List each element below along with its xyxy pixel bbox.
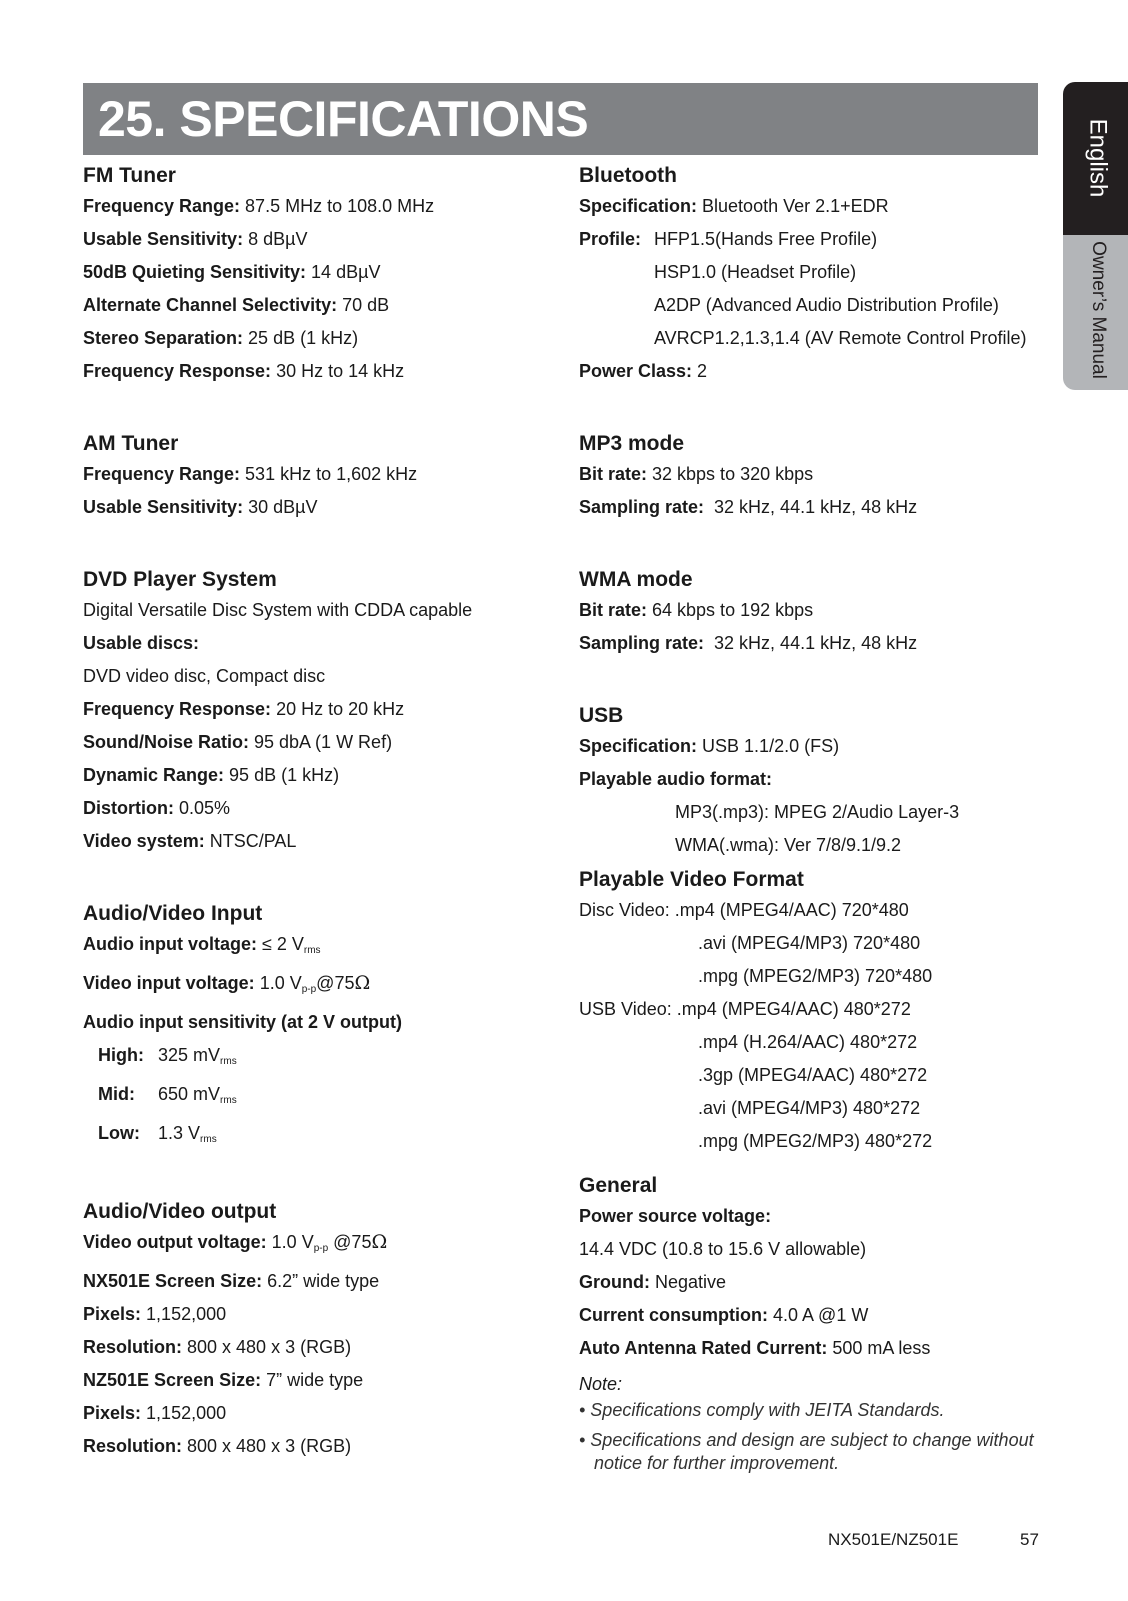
spec-row: Sampling rate: 32 kHz, 44.1 kHz, 48 kHz	[579, 633, 918, 653]
spec-row: Pixels: 1,152,000	[83, 1403, 227, 1423]
footer-model: NX501E/NZ501E	[828, 1530, 959, 1549]
spec-row: Bit rate: 32 kbps to 320 kbps	[579, 464, 814, 484]
wma-section	[579, 566, 1059, 660]
av-input-section	[83, 900, 553, 1156]
section-title: DVD Player System	[83, 568, 277, 591]
av-output-section	[83, 1198, 553, 1463]
spec-value: .3gp (MPEG4/AAC) 480*272	[698, 1065, 928, 1085]
section-title: Bluetooth	[579, 164, 677, 187]
spec-value: .mpg (MPEG2/MP3) 480*272	[698, 1131, 933, 1151]
spec-row: 50dB Quieting Sensitivity: 14 dBµV	[83, 262, 381, 282]
page-number: 57	[1020, 1530, 1039, 1549]
spec-value: HSP1.0 (Headset Profile)	[654, 262, 857, 282]
fm-tuner-section	[83, 162, 553, 388]
spec-row: Frequency Range: 87.5 MHz to 108.0 MHz	[83, 196, 435, 216]
level-row: Mid: 650 $mV_{rms}$	[98, 1084, 237, 1106]
note-item: • Specifications and design are subject to change without notice for further improvement.	[579, 1430, 1034, 1473]
spec-desc: Digital Versatile Disc System with CDDA capable	[83, 600, 473, 620]
dvd-section	[83, 566, 553, 858]
spec-row: Frequency Range: 531 kHz to 1,602 kHz	[83, 464, 418, 484]
ohm-symbol: Ω	[371, 1231, 388, 1253]
spec-value: MP3(.mp3): MPEG 2/Audio Layer-3	[675, 802, 960, 822]
spec-row: Specification: Bluetooth Ver 2.1+EDR	[579, 196, 889, 216]
spec-row: Usable Sensitivity: 8 dBµV	[83, 229, 308, 249]
spec-row: Video system: NTSC/PAL	[83, 831, 297, 851]
spec-value: .avi (MPEG4/MP3) 480*272	[698, 1098, 921, 1118]
title-bar	[83, 83, 1038, 155]
right-column	[579, 162, 1059, 1482]
spec-row: Current consumption: 4.0 A @1 W	[579, 1305, 869, 1325]
section-title: FM Tuner	[83, 164, 176, 187]
section-title: MP3 mode	[579, 432, 685, 455]
language-tab	[1063, 82, 1128, 235]
ohm-symbol: Ω	[354, 972, 371, 994]
note-title: Note:	[579, 1374, 623, 1394]
spec-row: Auto Antenna Rated Current: 500 mA less	[579, 1338, 931, 1358]
page-title: 25. SPECIFICATIONS	[98, 91, 589, 147]
spec-value: .mpg (MPEG2/MP3) 720*480	[698, 966, 933, 986]
spec-row: Usable Sensitivity: 30 dBµV	[83, 497, 318, 517]
spec-row: Sampling rate: 32 kHz, 44.1 kHz, 48 kHz	[579, 497, 918, 517]
spec-row: Alternate Channel Selectivity: 70 dB	[83, 295, 390, 315]
bluetooth-section	[579, 162, 1059, 388]
spec-row: NX501E Screen Size: 6.2” wide type	[83, 1271, 380, 1291]
manual-tab	[1063, 235, 1128, 390]
spec-value: AVRCP1.2,1.3,1.4 (AV Remote Control Profile)	[654, 328, 1027, 348]
spec-label: Power source voltage:	[579, 1206, 772, 1226]
spec-value: 14.4 VDC (10.8 to 15.6 V allowable)	[579, 1239, 867, 1259]
level-row: Low: 1.3 $V_{rms}$	[98, 1123, 217, 1145]
section-title: USB	[579, 704, 624, 727]
spec-row: Video input voltage: 1.0 $V_{p-p}@75\Omega$	[83, 972, 371, 995]
left-column	[83, 162, 553, 1463]
spec-row: Ground: Negative	[579, 1272, 727, 1292]
spec-value: .mp4 (H.264/AAC) 480*272	[698, 1032, 918, 1052]
spec-value: A2DP (Advanced Audio Distribution Profile)	[654, 295, 999, 315]
mp3-section	[579, 430, 1059, 524]
general-section	[579, 1172, 1059, 1475]
spec-row: Resolution: 800 x 480 x 3 (RGB)	[83, 1436, 352, 1456]
level-row: High: 325 $mV_{rms}$	[98, 1045, 237, 1067]
spec-row: Resolution: 800 x 480 x 3 (RGB)	[83, 1337, 352, 1357]
spec-label: Playable audio format:	[579, 769, 773, 789]
spec-row: Profile: HFP1.5(Hands Free Profile)	[579, 229, 878, 249]
spec-row: Frequency Response: 20 Hz to 20 kHz	[83, 699, 405, 719]
section-title: Audio/Video output	[83, 1200, 277, 1223]
spec-value: USB Video: .mp4 (MPEG4/AAC) 480*272	[579, 999, 911, 1019]
spec-label: Usable discs:	[83, 633, 200, 653]
spec-label: Audio input sensitivity (at 2 V output)	[83, 1012, 402, 1032]
spec-row: Audio input voltage: ≤ 2 $V_{rms}$	[83, 934, 321, 956]
spec-value: WMA(.wma): Ver 7/8/9.1/9.2	[675, 835, 902, 855]
video-format-section	[579, 866, 1059, 1158]
section-title: WMA mode	[579, 568, 693, 591]
spec-row: NZ501E Screen Size: 7” wide type	[83, 1370, 364, 1390]
section-title: Playable Video Format	[579, 868, 804, 891]
spec-value: DVD video disc, Compact disc	[83, 666, 326, 686]
section-title: AM Tuner	[83, 432, 179, 455]
usb-section	[579, 702, 1059, 862]
note-item: • Specifications comply with JEITA Standards.	[579, 1400, 945, 1420]
language-tab-label: English	[1084, 118, 1112, 198]
spec-value: .avi (MPEG4/MP3) 720*480	[698, 933, 921, 953]
spec-row: Dynamic Range: 95 dB (1 kHz)	[83, 765, 340, 785]
spec-row: Frequency Response: 30 Hz to 14 kHz	[83, 361, 405, 381]
spec-row: Power Class: 2	[579, 361, 708, 381]
spec-row: Stereo Separation: 25 dB (1 kHz)	[83, 328, 359, 348]
am-tuner-section	[83, 430, 553, 524]
spec-row: Video output voltage: 1.0 $V_{p-p}$ @75Ω	[83, 1231, 388, 1254]
section-title: Audio/Video Input	[83, 902, 263, 925]
section-title: General	[579, 1174, 658, 1197]
spec-value: Disc Video: .mp4 (MPEG4/AAC) 720*480	[579, 900, 909, 920]
spec-row: Specification: USB 1.1/2.0 (FS)	[579, 736, 840, 756]
spec-row: Sound/Noise Ratio: 95 dbA (1 W Ref)	[83, 732, 393, 752]
manual-tab-label: Owner’s Manual	[1087, 241, 1109, 379]
spec-row: Distortion: 0.05%	[83, 798, 231, 818]
spec-row: Bit rate: 64 kbps to 192 kbps	[579, 600, 814, 620]
spec-row: Pixels: 1,152,000	[83, 1304, 227, 1324]
